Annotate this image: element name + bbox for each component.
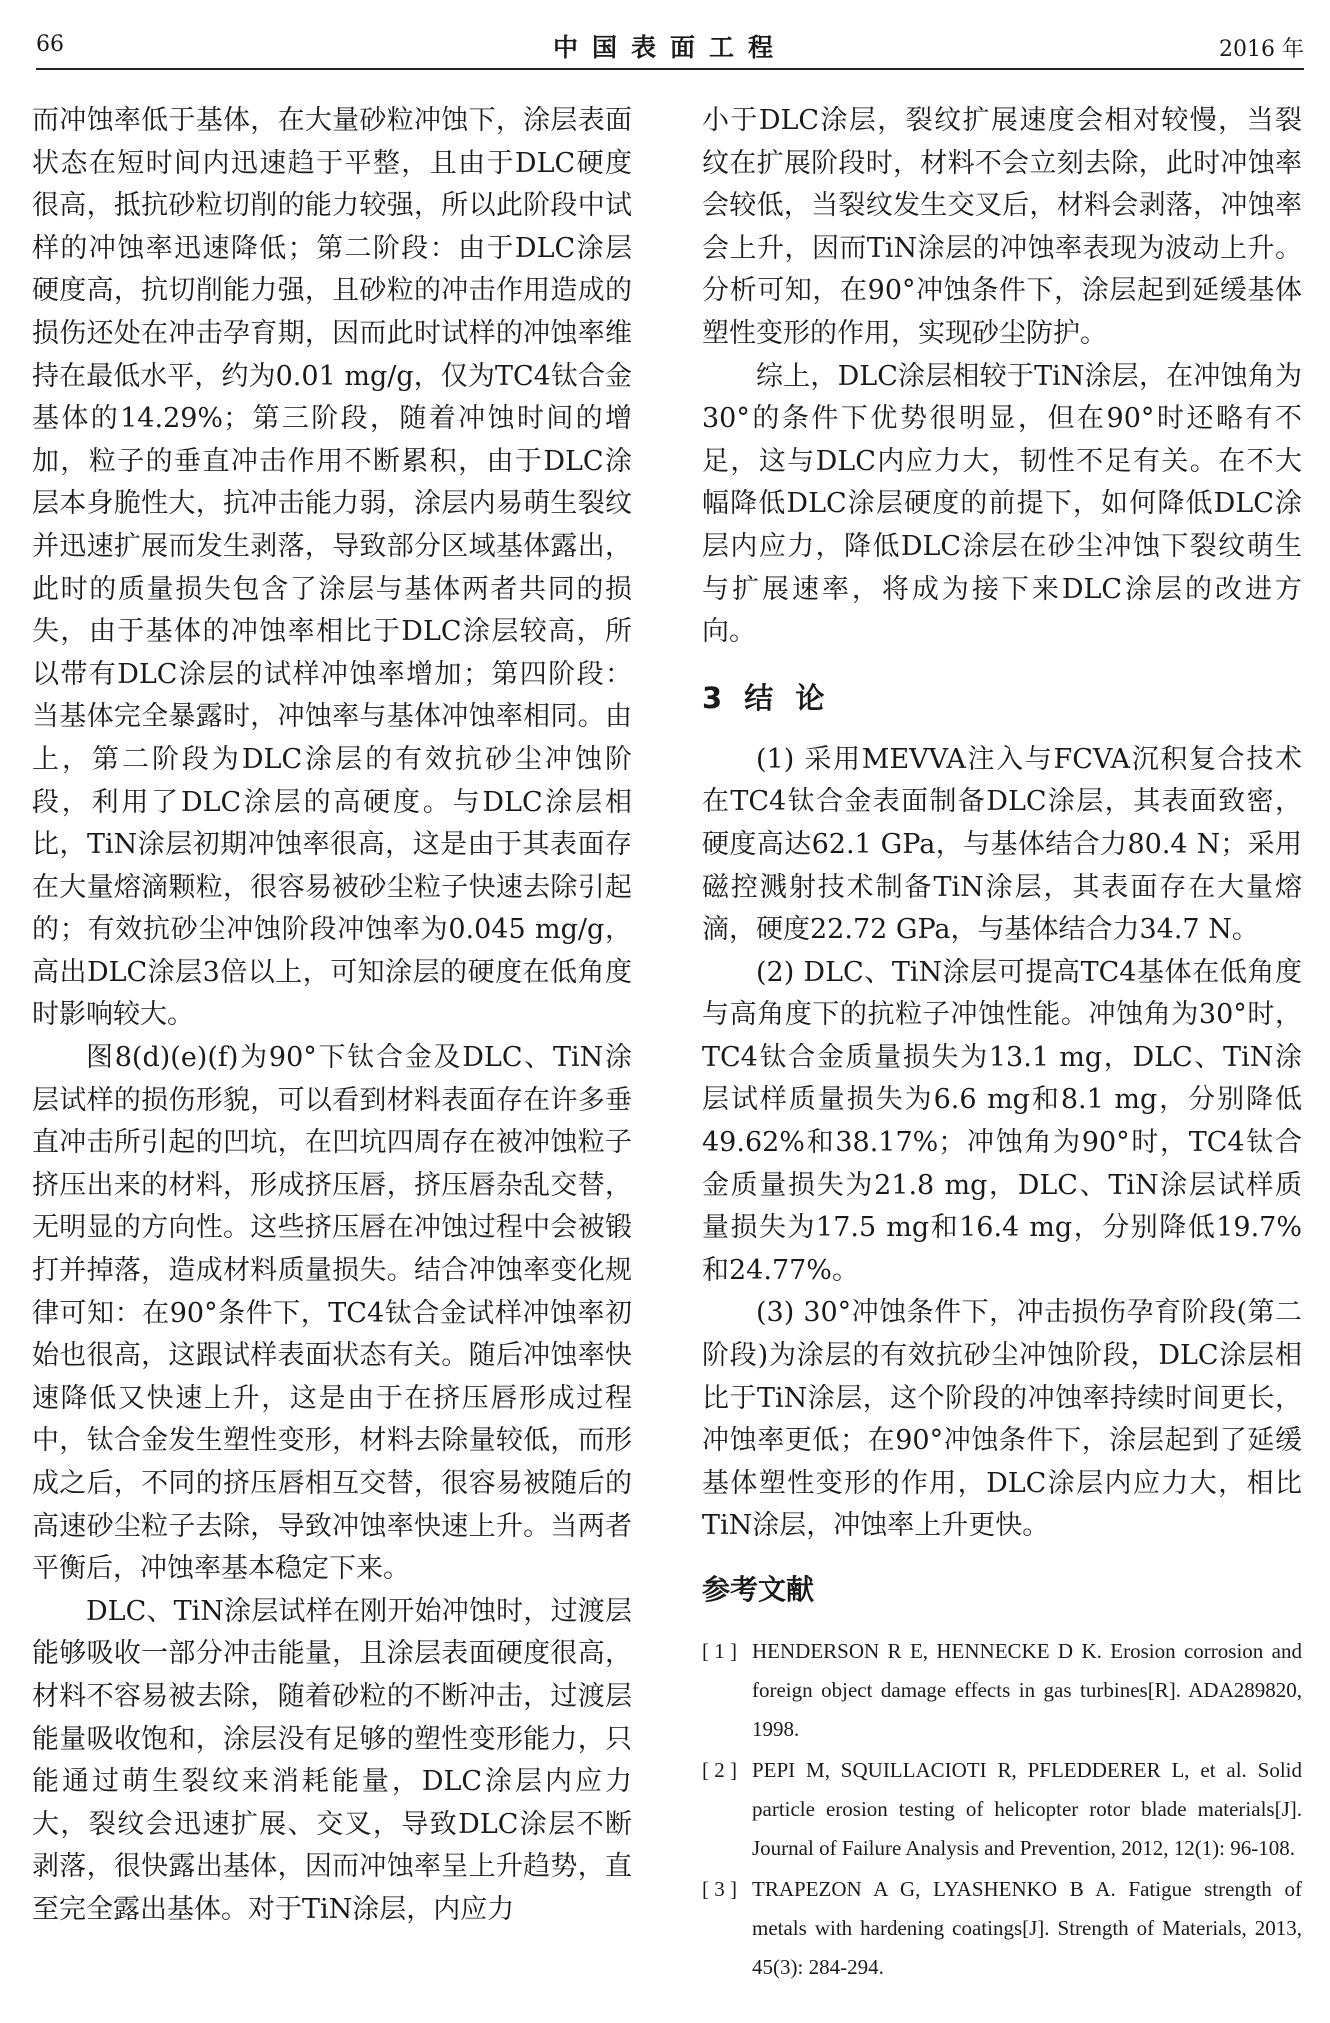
reference-item xyxy=(702,1632,1302,1749)
left-column xyxy=(32,100,632,1932)
body-paragraph: 图8(d)(e)(f)为90°下钛合金及DLC、TiN涂层试样的损伤形貌，可以看到材料表面存在许多垂直冲击所引起的凹坑，在凹坑四周存在被冲蚀粒子挤压出来的材料，形成挤压唇，挤压唇杂乱交替，无明显的方向性。这些挤压唇在冲蚀过程中会被锻打并掉落，造成材料质量损失。结合冲蚀率变化规律可知：在90°条件下，TC4钛合金试样冲蚀率初始也很高，这跟试样表面状态有关。随后冲蚀率快速降低又快速上升，这是由于在挤压唇形成过程中，钛合金发生塑性变形，材料去除量较低，而形成之后，不同的挤压唇相互交替，很容易被随后的高速砂尘粒子去除，导致冲蚀率快速上升。当两者平衡后，冲蚀率基本稳定下来。 xyxy=(32,1042,632,1585)
reference-text: HENDERSON R E, HENNECKE D K. Erosion corrosion and foreign object damage effects in gas turbines[R]. ADA289820, 1998. xyxy=(752,1639,1302,1741)
conclusion-item: (3) 30°冲蚀条件下，冲击损伤孕育阶段(第二阶段)为涂层的有效抗砂尘冲蚀阶段，DLC涂层相比于TiN涂层，这个阶段的冲蚀率持续时间更长，冲蚀率更低；在90°冲蚀条件下，涂层起到了延缓基体塑性变形的作用，DLC涂层内应力大，相比TiN涂层，冲蚀率上升更快。 xyxy=(702,1297,1302,1542)
body-paragraph: 而冲蚀率低于基体，在大量砂粒冲蚀下，涂层表面状态在短时间内迅速趋于平整，且由于DLC硬度很高，抵抗砂粒切削的能力较强，所以此阶段中试样的冲蚀率迅速降低；第二阶段：由于DLC涂层硬度高，抗切削能力强，且砂粒的冲击作用造成的损伤还处在冲击孕育期，因而此时试样的冲蚀率维持在最低水平，约为0.01 mg/g，仅为TC4钛合金基体的14.29%；第三阶段，随着冲蚀时间的增加，粒子的垂直冲击作用不断累积，由于DLC涂层本身脆性大，抗冲击能力弱，涂层内易萌生裂纹并迅速扩展而发生剥落，导致部分区域基体露出，此时的质量损失包含了涂层与基体两者共同的损失，由于基体的冲蚀率相比于DLC涂层较高，所以带有DLC涂层的试样冲蚀率增加；第四阶段：当基体完全暴露时，冲蚀率与基体冲蚀率相同。由上，第二阶段为DLC涂层的有效抗砂尘冲蚀阶段，利用了DLC涂层的高硬度。与DLC涂层相比，TiN涂层初期冲蚀率很高，这是由于其表面存在大量熔滴颗粒，很容易被砂尘粒子快速去除引起的；有效抗砂尘冲蚀阶段冲蚀率为0.045 mg/g，高出DLC涂层3倍以上，可知涂层的硬度在低角度时影响较大。 xyxy=(32,105,632,1031)
body-paragraph: DLC、TiN涂层试样在刚开始冲蚀时，过渡层能够吸收一部分冲击能量，且涂层表面硬度很高，材料不容易被去除，随着砂粒的不断冲击，过渡层能量吸收饱和，涂层没有足够的塑性变形能力，只能通过萌生裂纹来消耗能量，DLC涂层内应力大，裂纹会迅速扩展、交叉，导致DLC涂层不断剥落，很快露出基体，因而冲蚀率呈上升趋势，直至完全露出基体。对于TiN涂层，内应力 xyxy=(32,1595,632,1925)
reference-number: [ 2 ] xyxy=(702,1758,737,1782)
reference-text: PEPI M, SQUILLACIOTI R, PFLEDDERER L, et al. Solid particle erosion testing of helicopter rotor blade materials[J]. Journal of Failure Analysis and Prevention, 2012, 12(1): 96-108. xyxy=(752,1758,1302,1860)
reference-text: TRAPEZON A G, LYASHENKO B A. Fatigue strength of metals with hardening coatings[J]. Strength of Materials, 2013, 45(3): 284-294. xyxy=(752,1877,1302,1979)
reference-number: [ 3 ] xyxy=(702,1877,737,1901)
conclusion-item: (2) DLC、TiN涂层可提高TC4基体在低角度与高角度下的抗粒子冲蚀性能。冲蚀角为30°时，TC4钛合金质量损失为13.1 mg，DLC、TiN涂层试样质量损失为6.6 mg和8.1 mg，分别降低49.62%和38.17%；冲蚀角为90°时，TC4钛合金质量损失为21.8 mg，DLC、TiN涂层试样质量损失为17.5 mg和16.4 mg，分别降低19.7%和24.77%。 xyxy=(702,956,1302,1286)
page-number: 66 xyxy=(36,32,64,57)
reference-item xyxy=(702,1751,1302,1868)
journal-title: 中国表面工程 xyxy=(552,33,787,62)
reference-number: [ 1 ] xyxy=(702,1639,737,1663)
issue-year: 2016 年 xyxy=(1219,37,1304,62)
references-heading: 参考文献 xyxy=(702,1573,815,1606)
body-paragraph: 综上，DLC涂层相较于TiN涂层，在冲蚀角为30°的条件下优势很明显，但在90°时还略有不足，这与DLC内应力大，韧性不足有关。在不大幅降低DLC涂层硬度的前提下，如何降低DLC涂层内应力，降低DLC涂层在砂尘冲蚀下裂纹萌生与扩展速率，将成为接下来DLC涂层的改进方向。 xyxy=(702,360,1302,648)
header-rule xyxy=(36,68,1304,70)
page-header xyxy=(36,28,1304,72)
reference-item xyxy=(702,1870,1302,1987)
right-column xyxy=(702,100,1302,1989)
section-heading-conclusions: 3 结 论 xyxy=(702,680,831,715)
body-paragraph: 小于DLC涂层，裂纹扩展速度会相对较慢，当裂纹在扩展阶段时，材料不会立刻去除，此时冲蚀率会较低，当裂纹发生交叉后，材料会剥落，冲蚀率会上升，因而TiN涂层的冲蚀率表现为波动上升。分析可知，在90°冲蚀条件下，涂层起到延缓基体塑性变形的作用，实现砂尘防护。 xyxy=(702,105,1302,349)
conclusion-item: (1) 采用MEVVA注入与FCVA沉积复合技术在TC4钛合金表面制备DLC涂层，其表面致密，硬度高达62.1 GPa，与基体结合力80.4 N；采用磁控溅射技术制备TiN涂层，其表面存在大量熔滴，硬度22.72 GPa，与基体结合力34.7 N。 xyxy=(702,743,1302,946)
